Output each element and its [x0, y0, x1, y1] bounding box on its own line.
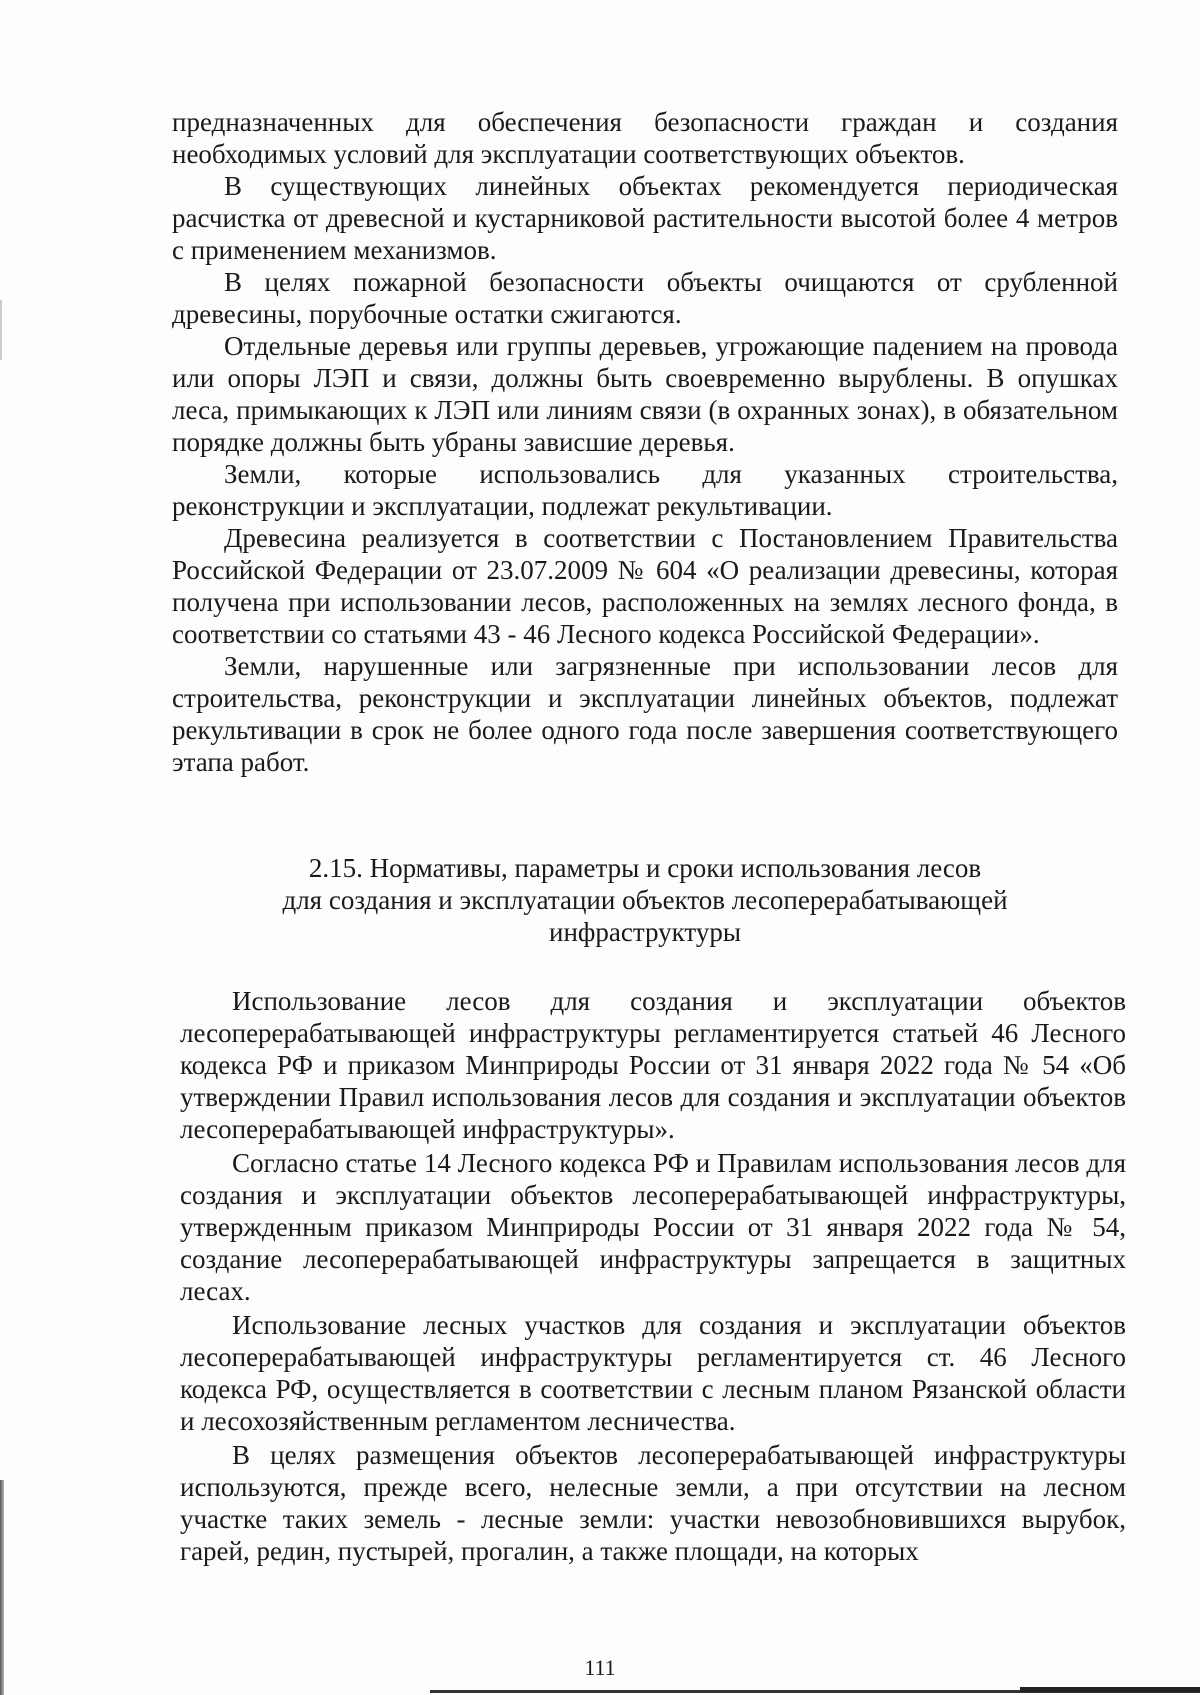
bottom-scan-line-thick — [1020, 1687, 1200, 1692]
paragraph: В существующих линейных объектах рекомендуется периодическая расчистка от древесной и кустарниковой растительности высотой более 4 метров с применением механизмов. — [172, 171, 1118, 265]
paragraph: Земли, которые использовались для указанных строительства, реконструкции и эксплуатации, подлежат рекультивации. — [172, 459, 1118, 521]
paragraph: Использование лесов для создания и эксплуатации объектов лесоперерабатывающей инфраструктуры регламентируется статьей 46 Лесного кодекса РФ и приказом Минприроды России от 31 января 2022 года № 54 «Об утверждении Правил использования лесов для создания и эксплуатации объектов лесоперерабатывающей инфраструктуры». — [180, 986, 1126, 1144]
top-text-block — [172, 106, 1118, 778]
paragraph: Использование лесных участков для создания и эксплуатации объектов лесоперерабатывающей инфраструктуры регламентируется ст. 46 Лесного кодекса РФ, осуществляется в соответствии с лесным планом Рязанской области и лесохозяйственным регламентом лесничества. — [180, 1310, 1126, 1436]
scan-edge-mark — [0, 300, 2, 360]
page-number: 111 — [584, 1655, 616, 1680]
section-heading-line: для создания и эксплуатации объектов лесоперерабатывающей — [282, 885, 1008, 915]
paragraph: Земли, нарушенные или загрязненные при использовании лесов для строительства, реконструкции и эксплуатации линейных объектов, подлежат рекультивации в срок не более одного года после завершения соответствующего этапа работ. — [172, 651, 1118, 777]
bottom-text-block — [180, 985, 1126, 1569]
paragraph: Древесина реализуется в соответствии с Постановлением Правительства Российской Федерации от 23.07.2009 № 604 «О реализации древесины, которая получена при использовании лесов, расположенных на землях лесного фонда, в соответствии со статьями 43 - 46 Лесного кодекса Российской Федерации». — [172, 523, 1118, 649]
paragraph: В целях пожарной безопасности объекты очищаются от срубленной древесины, порубочные остатки сжигаются. — [172, 267, 1118, 329]
paragraph-continuation: предназначенных для обеспечения безопасности граждан и создания необходимых условий для эксплуатации соответствующих объектов. — [172, 107, 1118, 169]
section-heading — [172, 852, 1118, 948]
section-heading-line: инфраструктуры — [549, 917, 741, 947]
paragraph: В целях размещения объектов лесоперерабатывающей инфраструктуры используются, прежде всего, нелесные земли, а при отсутствии на лесном участке таких земель - лесные земли: участки невозобновившихся вырубок, гарей, редин, пустырей, прогалин, а также площади, на которых — [180, 1440, 1126, 1566]
section-heading-line: 2.15. Нормативы, параметры и сроки использования лесов — [308, 853, 982, 883]
paragraph: Отдельные деревья или группы деревьев, угрожающие падением на провода или опоры ЛЭП и связи, должны быть своевременно вырублены. В опушках леса, примыкающих к ЛЭП или линиям связи (в охранных зонах), в обязательном порядке должны быть убраны зависшие деревья. — [172, 331, 1118, 457]
paragraph: Согласно статье 14 Лесного кодекса РФ и Правилам использования лесов для создания и эксплуатации объектов лесоперерабатывающей инфраструктуры, утвержденным приказом Минприроды России от 31 января 2022 года № 54, создание лесоперерабатывающей инфраструктуры запрещается в защитных лесах. — [180, 1148, 1126, 1306]
